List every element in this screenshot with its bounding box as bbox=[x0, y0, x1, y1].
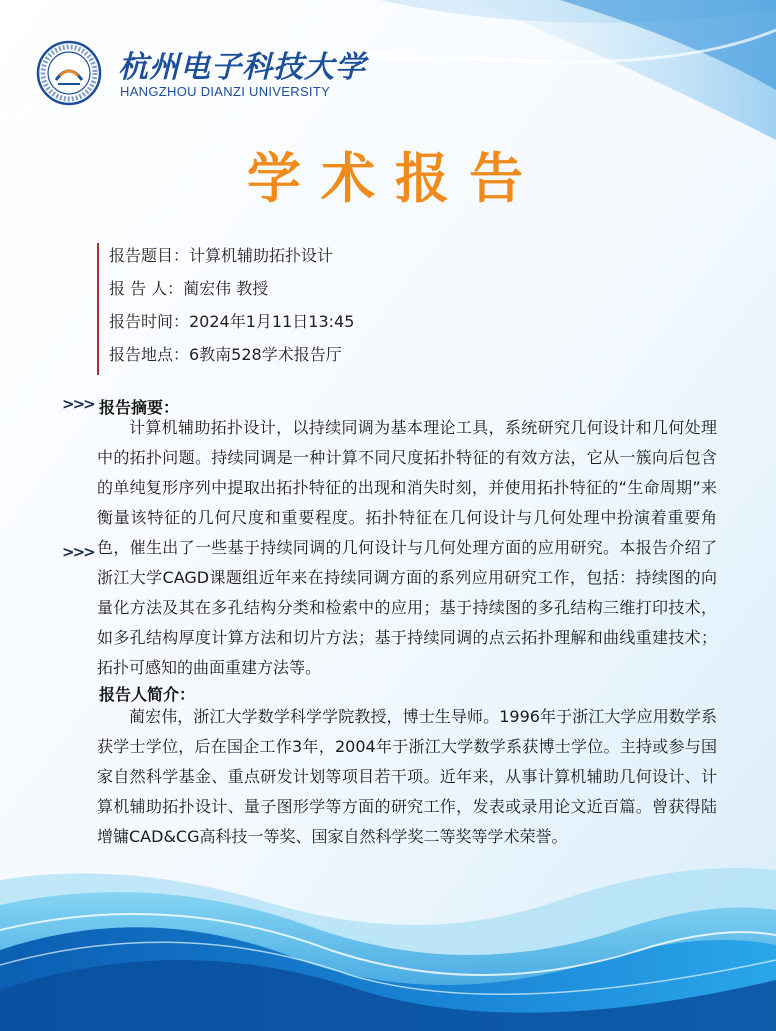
chevron-right-icon: >>> bbox=[62, 543, 94, 561]
university-name-en: HANGZHOU DIANZI UNIVERSITY bbox=[120, 84, 331, 99]
page-title: 学术报告 bbox=[247, 147, 543, 210]
university-name-cn: 杭州电子科技大学 bbox=[118, 50, 366, 85]
bio-paragraph: 蔺宏伟，浙江大学数学科学学院教授，博士生导师。1996年于浙江大学应用数学系获学士学位，后在国企工作3年，2004年于浙江大学数学系获博士学位。主持或参与国家自然科学基金、重点研发计划等项目若干项。近年来，从事计算机辅助几何设计、计算机辅助拓扑设计、量子图形学等方面的研究工作，发表或录用论文近百篇。曾获得陆增镛CAD&CG高科技一等奖、国家自然科学奖二等奖等学术荣誉。 bbox=[97, 707, 717, 846]
bio-text bbox=[97, 702, 717, 852]
abstract-paragraph: 计算机辅助拓扑设计，以持续同调为基本理论工具，系统研究几何设计和几何处理中的拓扑问题。持续同调是一种计算不同尺度拓扑特征的有效方法，它从一簇向后包含的单纯复形序列中提取出拓扑特征的出现和消失时刻，并使用拓扑特征的“生命周期”来衡量该特征的几何尺度和重要程度。拓扑特征在几何设计与几何处理中扮演着重要角色，催生出了一些基于持续同调的几何设计与几何处理方面的应用研究。本报告介绍了浙江大学CAGD课题组近年来在持续同调方面的系列应用研究工作，包括：持续图的向量化方法及其在多孔结构分类和检索中的应用；基于持续图的多孔结构三维打印技术，如多孔结构厚度计算方法和切片方法；基于持续同调的点云拓扑理解和曲线重建技术；拓扑可感知的曲面重建方法等。 bbox=[97, 418, 717, 677]
chevron-right-icon: >>> bbox=[62, 395, 94, 413]
info-speaker: 报 告 人：蔺宏伟 教授 bbox=[109, 279, 269, 298]
abstract-text bbox=[97, 413, 717, 683]
report-info bbox=[97, 243, 709, 375]
abstract-heading: 报告摘要： bbox=[99, 398, 180, 417]
info-venue: 报告地点：6教南528学术报告厅 bbox=[109, 345, 342, 364]
info-topic: 报告题目：计算机辅助拓扑设计 bbox=[109, 246, 334, 265]
info-time: 报告时间：2024年1月11日13:45 bbox=[109, 312, 355, 331]
bio-heading: 报告人简介： bbox=[99, 685, 196, 704]
university-seal-icon bbox=[36, 40, 102, 106]
